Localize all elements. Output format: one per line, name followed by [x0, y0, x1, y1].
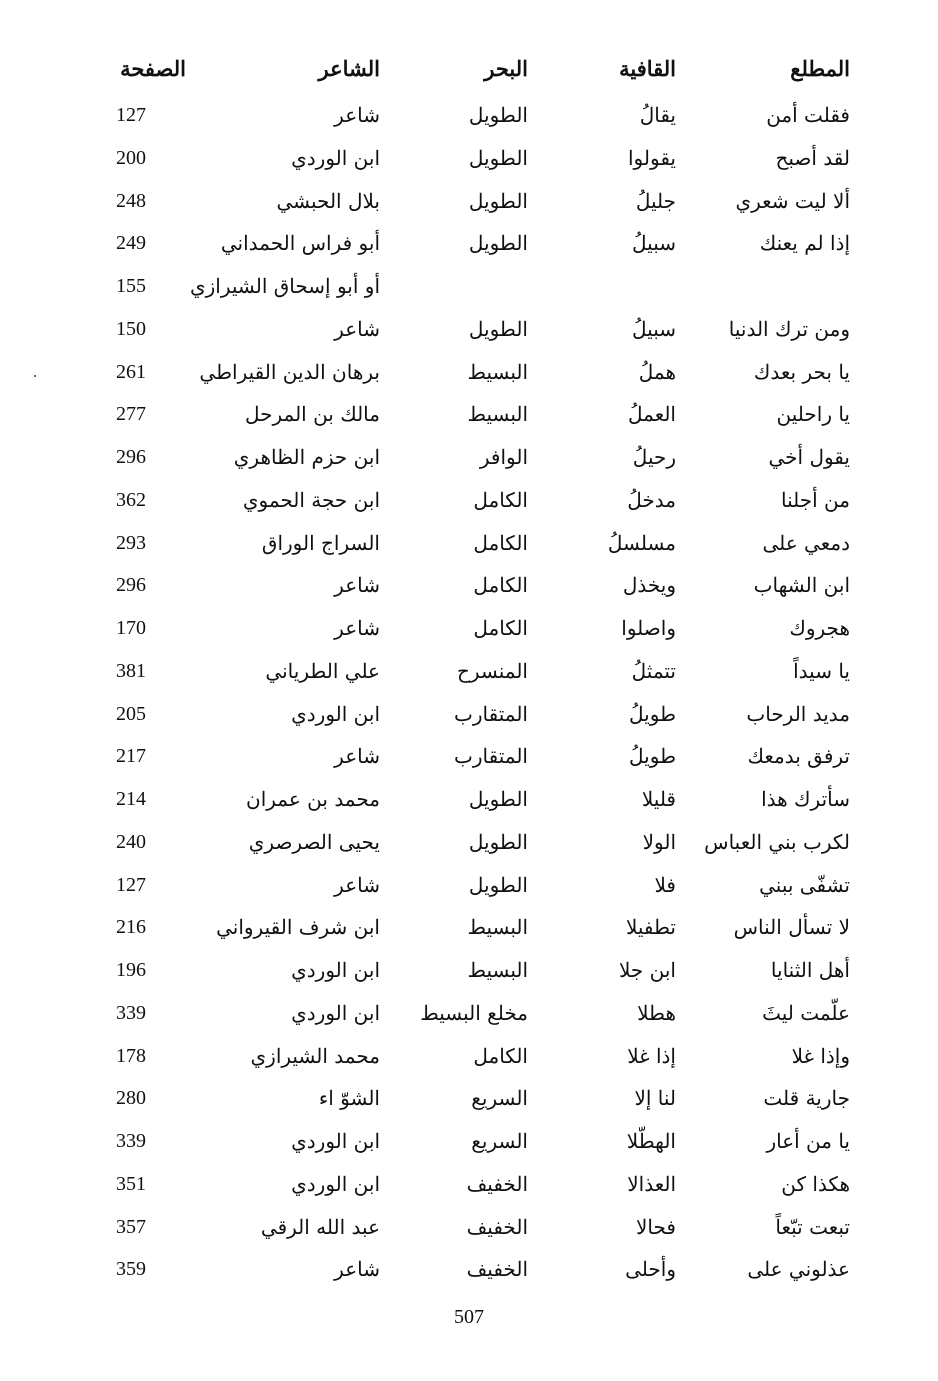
- cell-shaer: شاعر: [334, 616, 380, 640]
- cell-bahr: الطويل: [468, 787, 528, 811]
- cell-matla: جارية قلت: [763, 1086, 850, 1111]
- cell-bahr: الكامل: [473, 487, 528, 512]
- cell-matla: إذا لم يعنك: [759, 231, 850, 256]
- cell-shaer: ابن الوردي: [291, 1000, 380, 1025]
- cell-qafia: فلا: [654, 872, 676, 897]
- cell-bahr: الطويل: [468, 316, 528, 341]
- cell-bahr: المتقارب: [454, 701, 528, 726]
- cell-qafia: يقالُ: [639, 103, 676, 127]
- cell-shaer: ابن الوردي: [291, 958, 380, 982]
- cell-matla: ابن الشهاب: [753, 573, 850, 598]
- cell-matla: تشفّى ببني: [759, 872, 850, 897]
- cell-qafia: ويخذل: [622, 573, 676, 598]
- cell-qafia: لنا إلا: [634, 1086, 676, 1111]
- table-row: [0, 1077, 938, 1119]
- cell-qafia: سبيلُ: [632, 316, 676, 341]
- cell-page: 359: [116, 1258, 146, 1281]
- cell-shaer: يحيى الصرصري: [248, 829, 380, 854]
- cell-shaer: ابن حجة الحموي: [242, 487, 380, 512]
- cell-page: 127: [116, 104, 146, 126]
- cell-bahr: البسيط: [467, 359, 528, 384]
- cell-bahr: الطويل: [468, 103, 528, 127]
- cell-qafia: فحالا: [636, 1214, 676, 1239]
- cell-qafia: رحيلُ: [632, 445, 676, 469]
- cell-page: 205: [116, 702, 146, 725]
- cell-page: 362: [116, 488, 146, 511]
- cell-shaer: برهان الدين القيراطي: [199, 359, 380, 384]
- cell-page: 339: [116, 1001, 146, 1024]
- cell-shaer: ابن الوردي: [291, 145, 380, 170]
- cell-bahr: الخفيف: [466, 1171, 528, 1196]
- table-row: [0, 992, 938, 1034]
- cell-qafia: إذا غلا: [627, 1043, 676, 1068]
- cell-matla: علّمت ليثَ: [762, 1000, 850, 1025]
- cell-shaer: بلال الحبشي: [276, 188, 380, 213]
- cell-bahr: مخلع البسيط: [420, 1000, 528, 1025]
- table-row: [0, 949, 938, 991]
- cell-page: 249: [116, 232, 146, 255]
- cell-shaer: شاعر: [334, 744, 380, 769]
- table-row: [0, 1206, 938, 1248]
- cell-shaer: شاعر: [334, 1257, 380, 1282]
- table-row: [0, 308, 938, 350]
- cell-qafia: الهطّلا: [626, 1129, 676, 1153]
- table-row: [0, 436, 938, 478]
- cell-page: 127: [116, 873, 146, 896]
- cell-bahr: الخفيف: [466, 1257, 528, 1282]
- cell-bahr: البسيط: [467, 915, 528, 940]
- cell-bahr: الكامل: [473, 573, 528, 598]
- cell-bahr: الطويل: [468, 145, 528, 170]
- cell-shaer: ابن الوردي: [291, 1171, 380, 1196]
- cell-shaer: مالك بن المرحل: [244, 402, 380, 427]
- cell-matla: يا من أعار: [766, 1129, 850, 1153]
- cell-shaer: علي الطرياني: [265, 658, 380, 683]
- table-row: [0, 94, 938, 136]
- cell-bahr: السريع: [471, 1086, 528, 1111]
- cell-bahr: [388, 265, 528, 307]
- cell-page: 339: [116, 1130, 146, 1152]
- cell-shaer: شاعر: [334, 573, 380, 598]
- cell-shaer: محمد الشيرازي: [250, 1043, 380, 1068]
- cell-matla: وإذا غلا: [791, 1043, 850, 1068]
- cell-bahr: المنسرح: [456, 658, 528, 683]
- cell-shaer: شاعر: [334, 103, 380, 127]
- cell-page: 217: [116, 745, 146, 768]
- cell-qafia: تتمثلُ: [631, 658, 676, 683]
- table-row: [0, 735, 938, 777]
- cell-qafia: جليلُ: [635, 188, 676, 213]
- cell-matla: سأترك هذا: [761, 787, 850, 811]
- table-row: [0, 1248, 938, 1290]
- table-row: [0, 180, 938, 222]
- header-matla: المطلع: [790, 56, 850, 81]
- scan-speck: [34, 375, 36, 377]
- table-header: [0, 48, 938, 90]
- cell-qafia: العذالا: [627, 1171, 676, 1196]
- cell-matla: ومن ترك الدنيا: [728, 316, 850, 341]
- cell-page: 296: [116, 574, 146, 597]
- cell-qafia: هطلا: [637, 1000, 676, 1025]
- cell-matla: [670, 265, 850, 307]
- table-row: [0, 351, 938, 393]
- table-row: [0, 522, 938, 564]
- cell-page: 214: [116, 788, 146, 810]
- cell-qafia: الولا: [642, 829, 676, 854]
- cell-matla: لا تسأل الناس: [733, 915, 850, 940]
- cell-shaer: ابن الوردي: [291, 701, 380, 726]
- cell-qafia: مسلسلُ: [607, 530, 676, 555]
- cell-matla: مديد الرحاب: [746, 701, 850, 726]
- cell-matla: يا راحلين: [776, 402, 850, 427]
- cell-page: 178: [116, 1044, 146, 1067]
- cell-qafia: العملُ: [627, 402, 676, 427]
- cell-bahr: الطويل: [468, 188, 528, 213]
- cell-qafia: قليلا: [641, 787, 676, 811]
- cell-matla: عذلوني على: [747, 1257, 850, 1282]
- table-row: [0, 906, 938, 948]
- header-qafia: القافية: [619, 56, 676, 81]
- table-row: [0, 693, 938, 735]
- cell-bahr: المتقارب: [454, 744, 528, 769]
- cell-page: 261: [116, 360, 146, 383]
- table-row: [0, 393, 938, 435]
- cell-bahr: الوافر: [479, 445, 528, 469]
- cell-matla: يقول أخي: [768, 445, 850, 469]
- cell-matla: أهل الثنايا: [770, 958, 850, 982]
- cell-bahr: الطويل: [468, 231, 528, 256]
- cell-qafia: طويلُ: [629, 744, 676, 769]
- cell-shaer: محمد بن عمران: [246, 787, 380, 811]
- table-row: [0, 564, 938, 606]
- cell-qafia: واصلوا: [621, 616, 676, 640]
- cell-shaer: ابن شرف القيرواني: [216, 915, 380, 940]
- cell-page: 351: [116, 1172, 146, 1195]
- cell-matla: يا بحر بعدك: [753, 359, 850, 384]
- table-row: [0, 650, 938, 692]
- cell-matla: لقد أصبح: [775, 145, 850, 170]
- cell-page: 155: [116, 275, 146, 297]
- table-row: [0, 1035, 938, 1077]
- cell-page: 196: [116, 959, 146, 981]
- cell-matla: هجروك: [789, 616, 850, 640]
- cell-qafia: ابن جلا: [618, 958, 676, 982]
- cell-page: 293: [116, 531, 146, 554]
- cell-matla: لكرب بني العباس: [704, 829, 850, 854]
- cell-page: 248: [116, 189, 146, 212]
- cell-bahr: الكامل: [473, 1043, 528, 1068]
- table-row: [0, 864, 938, 906]
- cell-matla: يا سيداً: [793, 658, 850, 683]
- cell-shaer: عبد الله الرقي: [260, 1214, 380, 1239]
- cell-qafia: طويلُ: [629, 701, 676, 726]
- table-row: [0, 607, 938, 649]
- table-row: [0, 1163, 938, 1205]
- cell-bahr: الطويل: [468, 829, 528, 854]
- cell-page: 240: [116, 830, 146, 853]
- cell-page: 277: [116, 403, 146, 426]
- cell-qafia: وأحلى: [625, 1257, 676, 1282]
- cell-shaer: ابن الوردي: [291, 1129, 380, 1153]
- table-row: [0, 265, 938, 307]
- cell-page: 150: [116, 317, 146, 340]
- cell-page: 296: [116, 446, 146, 468]
- cell-matla: ترفق بدمعك: [747, 744, 850, 769]
- cell-shaer: شاعر: [334, 316, 380, 341]
- cell-page: 170: [116, 617, 146, 639]
- cell-shaer: أبو فراس الحمداني: [220, 231, 380, 256]
- cell-bahr: الكامل: [473, 616, 528, 640]
- cell-shaer: الشوّ اء: [318, 1086, 380, 1111]
- cell-bahr: البسيط: [467, 402, 528, 427]
- cell-bahr: السريع: [471, 1129, 528, 1153]
- table-row: [0, 1120, 938, 1162]
- cell-qafia: يقولوا: [628, 145, 676, 170]
- cell-bahr: الطويل: [468, 872, 528, 897]
- header-bahr: البحر: [484, 56, 528, 81]
- table-row: [0, 778, 938, 820]
- table-row: [0, 479, 938, 521]
- cell-matla: دمعي على: [762, 530, 850, 555]
- cell-page: 280: [116, 1087, 146, 1110]
- cell-shaer: أو أبو إسحاق الشيرازي: [189, 274, 380, 298]
- cell-qafia: سبيلُ: [632, 231, 676, 256]
- cell-matla: هكذا كن: [781, 1171, 850, 1196]
- header-page: الصفحة: [120, 57, 186, 81]
- cell-shaer: ابن حزم الظاهري: [233, 445, 380, 469]
- cell-page: 200: [116, 146, 146, 169]
- table-row: [0, 821, 938, 863]
- cell-qafia: [546, 265, 676, 307]
- cell-matla: تبعت تبّعاً: [775, 1214, 850, 1239]
- cell-shaer: السراج الوراق: [261, 530, 380, 555]
- table-row: [0, 222, 938, 264]
- cell-shaer: شاعر: [334, 872, 380, 897]
- page-number: 507: [454, 1306, 484, 1328]
- cell-matla: ألا ليت شعري: [735, 188, 850, 213]
- table-row: [0, 137, 938, 179]
- cell-matla: فقلت أمن: [766, 103, 850, 127]
- cell-qafia: هملُ: [638, 359, 676, 384]
- cell-qafia: مدخلُ: [627, 487, 676, 512]
- cell-bahr: البسيط: [467, 958, 528, 982]
- cell-matla: من أجلنا: [781, 487, 850, 512]
- cell-page: 216: [116, 916, 146, 939]
- cell-qafia: تطفيلا: [625, 915, 676, 940]
- cell-bahr: الخفيف: [466, 1214, 528, 1239]
- cell-page: 381: [116, 659, 146, 682]
- header-shaer: الشاعر: [318, 56, 380, 81]
- cell-page: 357: [116, 1215, 146, 1238]
- cell-bahr: الكامل: [473, 530, 528, 555]
